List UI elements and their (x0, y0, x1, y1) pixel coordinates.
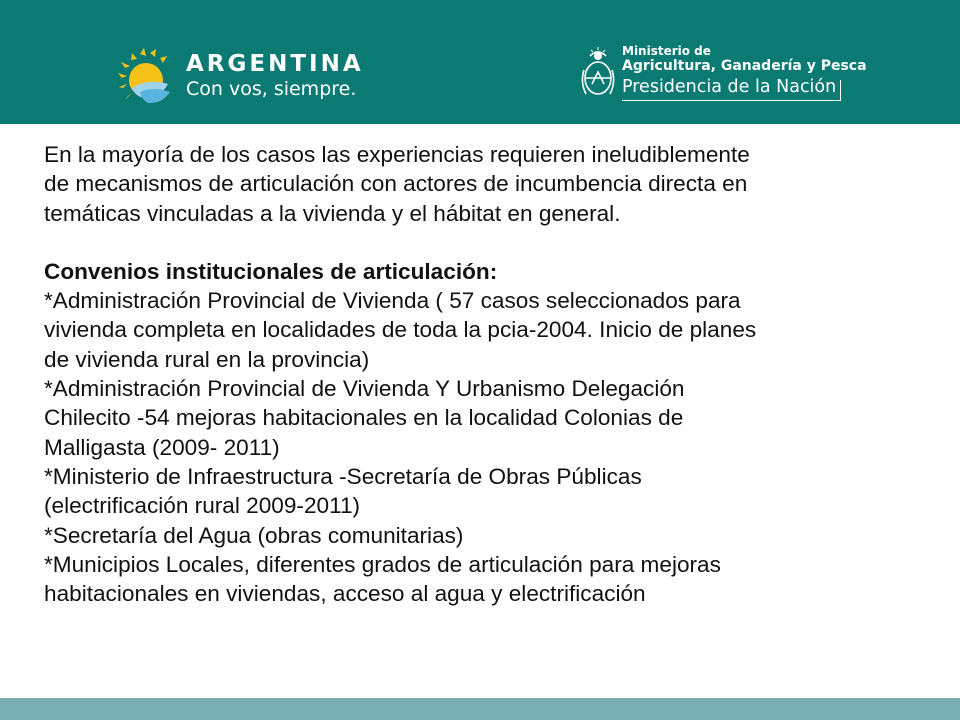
ministry-logo (578, 40, 867, 112)
slide-body (44, 140, 924, 608)
list-item: *Municipios Locales, diferentes grados de articulación para mejoras habitacionales en viviendas, acceso al agua y electrificación (44, 551, 721, 607)
list-item: *Administración Provincial de Vivienda ( 57 casos seleccionados para vivienda completa en localidades de toda la pcia-2004. Inicio de planes de vivienda rural en la provincia) (44, 288, 757, 372)
national-emblem-icon (578, 42, 618, 106)
brand-slogan: Con vos, siempre. (186, 78, 357, 100)
ministry-line-2: Agricultura, Ganadería y Pesca (622, 58, 867, 74)
footer-bar (0, 698, 960, 720)
logo-underline (622, 100, 840, 101)
list-item: *Ministerio de Infraestructura -Secretaría de Obras Públicas (electrificación rural 2009-2011) (44, 463, 642, 519)
intro-paragraph: En la mayoría de los casos las experiencias requieren ineludiblemente de mecanismos de articulación con actores de incumbencia directa en temáticas vinculadas a la vivienda y el hábitat en general. (44, 142, 750, 226)
ministry-line-1: Ministerio de (622, 44, 711, 58)
header-banner (0, 0, 960, 124)
paragraph-spacer (44, 228, 924, 257)
logo-tick (840, 80, 841, 101)
sun-icon (118, 48, 182, 108)
ministry-line-3: Presidencia de la Nación (622, 77, 837, 97)
brand-name: ARGENTINA (186, 51, 364, 77)
section-heading: Convenios institucionales de articulación: (44, 258, 498, 284)
argentina-logo (118, 44, 364, 110)
list-item: *Secretaría del Agua (obras comunitarias) (44, 522, 464, 548)
list-item: *Administración Provincial de Vivienda Y Urbanismo Delegación Chilecito -54 mejoras habitacionales en la localidad Colonias de Malligasta (2009- 2011) (44, 376, 685, 460)
